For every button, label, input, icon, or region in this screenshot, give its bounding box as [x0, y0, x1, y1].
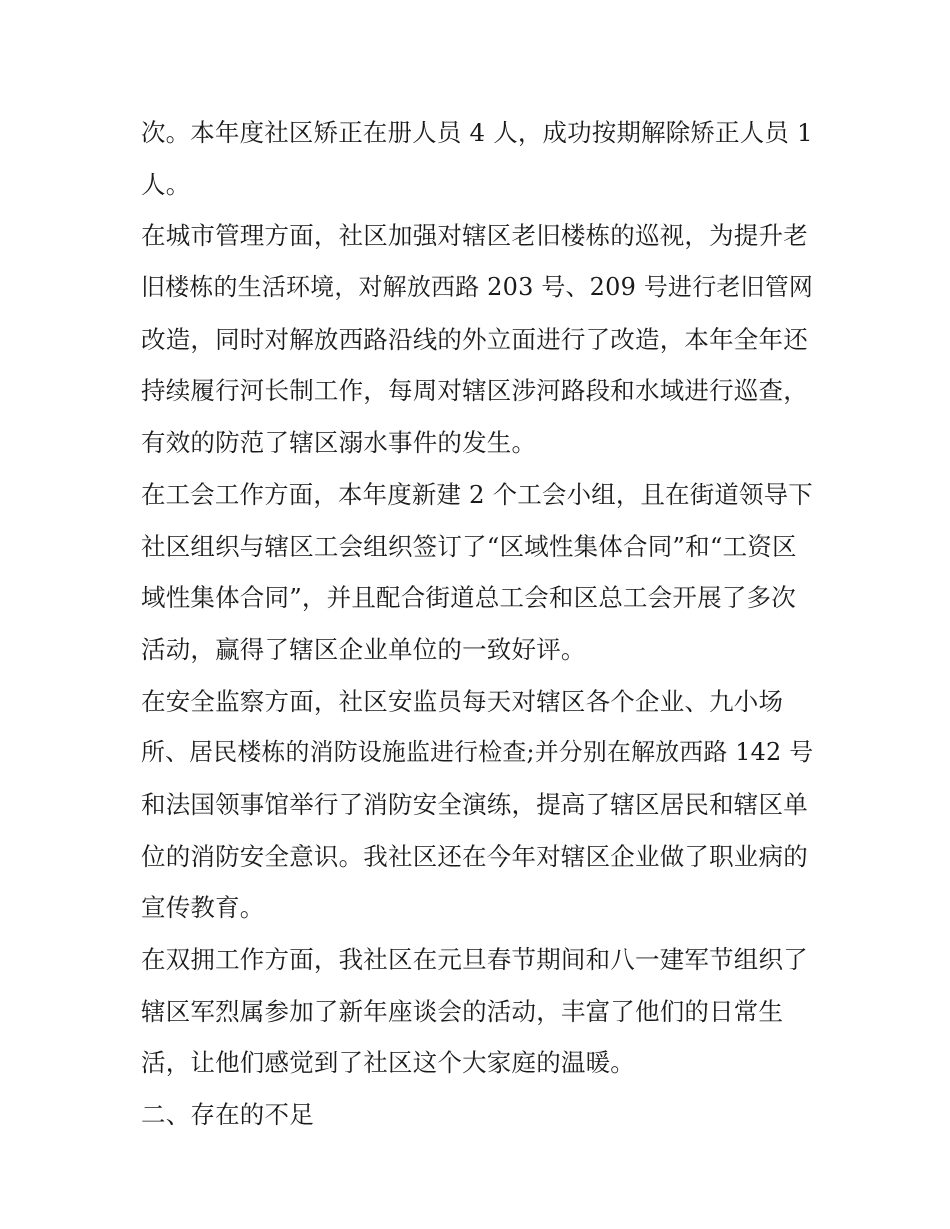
text-line-1: 次。本年度社区矫正在册人员 4 人，成功按期解除矫正人员 1 — [141, 118, 813, 147]
text-line-10: 域性集体合同”，并且配合街道总工会和区总工会开展了多次 — [141, 583, 796, 613]
text-line-2: 人。 — [141, 169, 191, 199]
text-line-8: 在工会工作方面，本年度新建 2 个工会小组，且在街道领导下 — [141, 479, 813, 509]
text-line-11: 活动，赢得了辖区企业单位的一致好评。 — [141, 634, 586, 664]
text-line-15: 位的消防安全意识。我社区还在今年对辖区企业做了职业病的 — [141, 841, 808, 871]
text-line-4: 旧楼栋的生活环境，对解放西路 203 号、209 号进行老旧管网 — [141, 273, 814, 302]
text-line-12: 在安全监察方面，社区安监员每天对辖区各个企业、九小场 — [141, 686, 784, 716]
text-line-9: 社区组织与辖区工会组织签订了“区域性集体合同”和“工资区 — [141, 531, 797, 561]
section-heading: 二、存在的不足 — [141, 1100, 314, 1130]
text-line-14: 和法国领事馆举行了消防安全演练，提高了辖区居民和辖区单 — [141, 789, 808, 819]
text-line-18: 辖区军烈属参加了新年座谈会的活动，丰富了他们的日常生 — [141, 996, 784, 1026]
text-line-7: 有效的防范了辖区溺水事件的发生。 — [141, 428, 537, 458]
text-line-6: 持续履行河长制工作，每周对辖区涉河路段和水域进行巡查， — [141, 376, 808, 406]
text-line-3: 在城市管理方面，社区加强对辖区老旧楼栋的巡视，为提升老 — [141, 221, 808, 251]
text-line-19: 活，让他们感觉到了社区这个大家庭的温暖。 — [141, 1048, 635, 1078]
text-line-5: 改造，同时对解放西路沿线的外立面进行了改造，本年全年还 — [141, 324, 808, 354]
text-line-16: 宣传教育。 — [141, 893, 265, 923]
text-line-13: 所、居民楼栋的消防设施监进行检查;并分别在解放西路 142 号 — [141, 738, 814, 767]
document-body — [141, 107, 813, 1141]
text-line-17: 在双拥工作方面，我社区在元旦春节期间和八一建军节组织了 — [141, 945, 808, 974]
